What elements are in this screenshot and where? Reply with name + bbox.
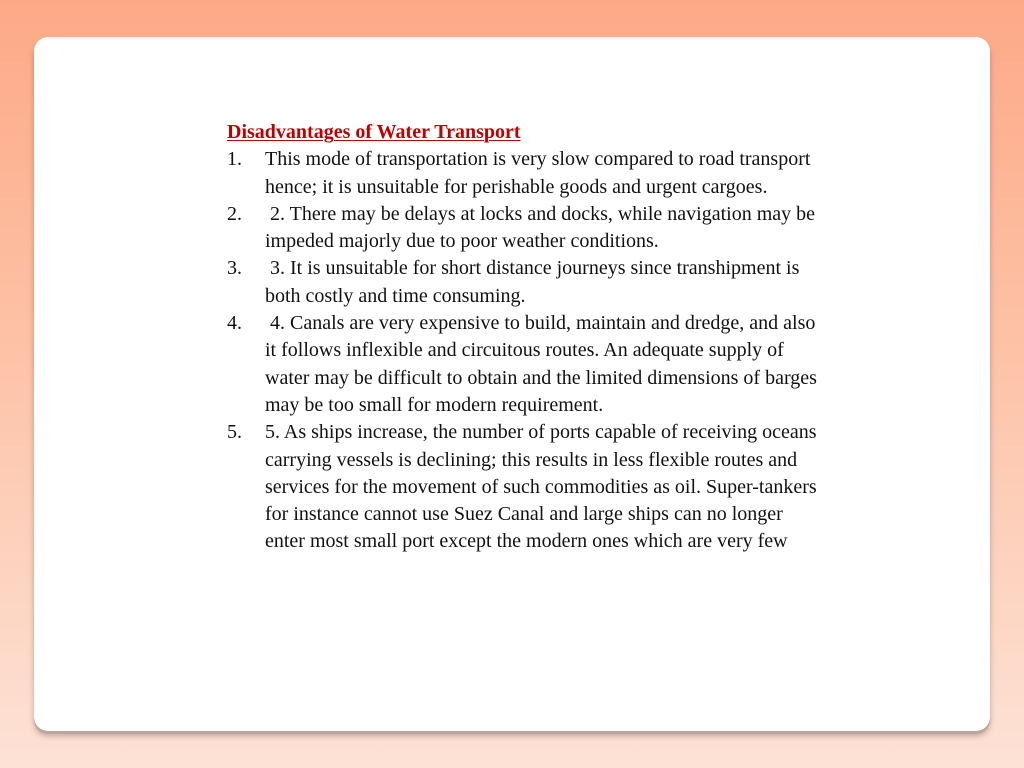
list-item-number: 3. [227, 257, 242, 280]
list-item-text: 2. There may be delays at locks and docks, while navigation may be impeded majorly due to poor weather conditions. [265, 202, 821, 253]
slide-content [227, 119, 827, 556]
list-item-number: 5. [227, 421, 242, 444]
list-item-text: 4. Canals are very expensive to build, maintain and dredge, and also it follows inflexible and circuitous routes. An adequate supply of water may be difficult to obtain and the limited dimensions of barges may be too small for modern requirement. [265, 312, 822, 416]
list-item-number: 1. [227, 148, 242, 171]
list-item [227, 146, 827, 201]
list-item-text: 5. As ships increase, the number of ports capable of receiving oceans carrying vessels is declining; this results in less flexible routes and services for the movement of such commodities as oil. Super-tankers for instance cannot use Suez Canal and large ships can no longer enter most small port except the modern ones which are very few [265, 421, 817, 553]
slide-heading: Disadvantages of Water Transport [227, 121, 521, 143]
list-item-number: 4. [227, 312, 242, 335]
list-item [227, 310, 827, 419]
list-item [227, 201, 827, 256]
list-item-text: 3. It is unsuitable for short distance journeys since transhipment is both costly and time consuming. [265, 257, 805, 307]
list-item-text: This mode of transportation is very slow compared to road transport hence; it is unsuitable for perishable goods and urgent cargoes. [265, 148, 811, 198]
list-item [227, 419, 827, 555]
list-item [227, 255, 827, 310]
disadvantages-list [227, 146, 827, 555]
list-item-number: 2. [227, 202, 242, 225]
